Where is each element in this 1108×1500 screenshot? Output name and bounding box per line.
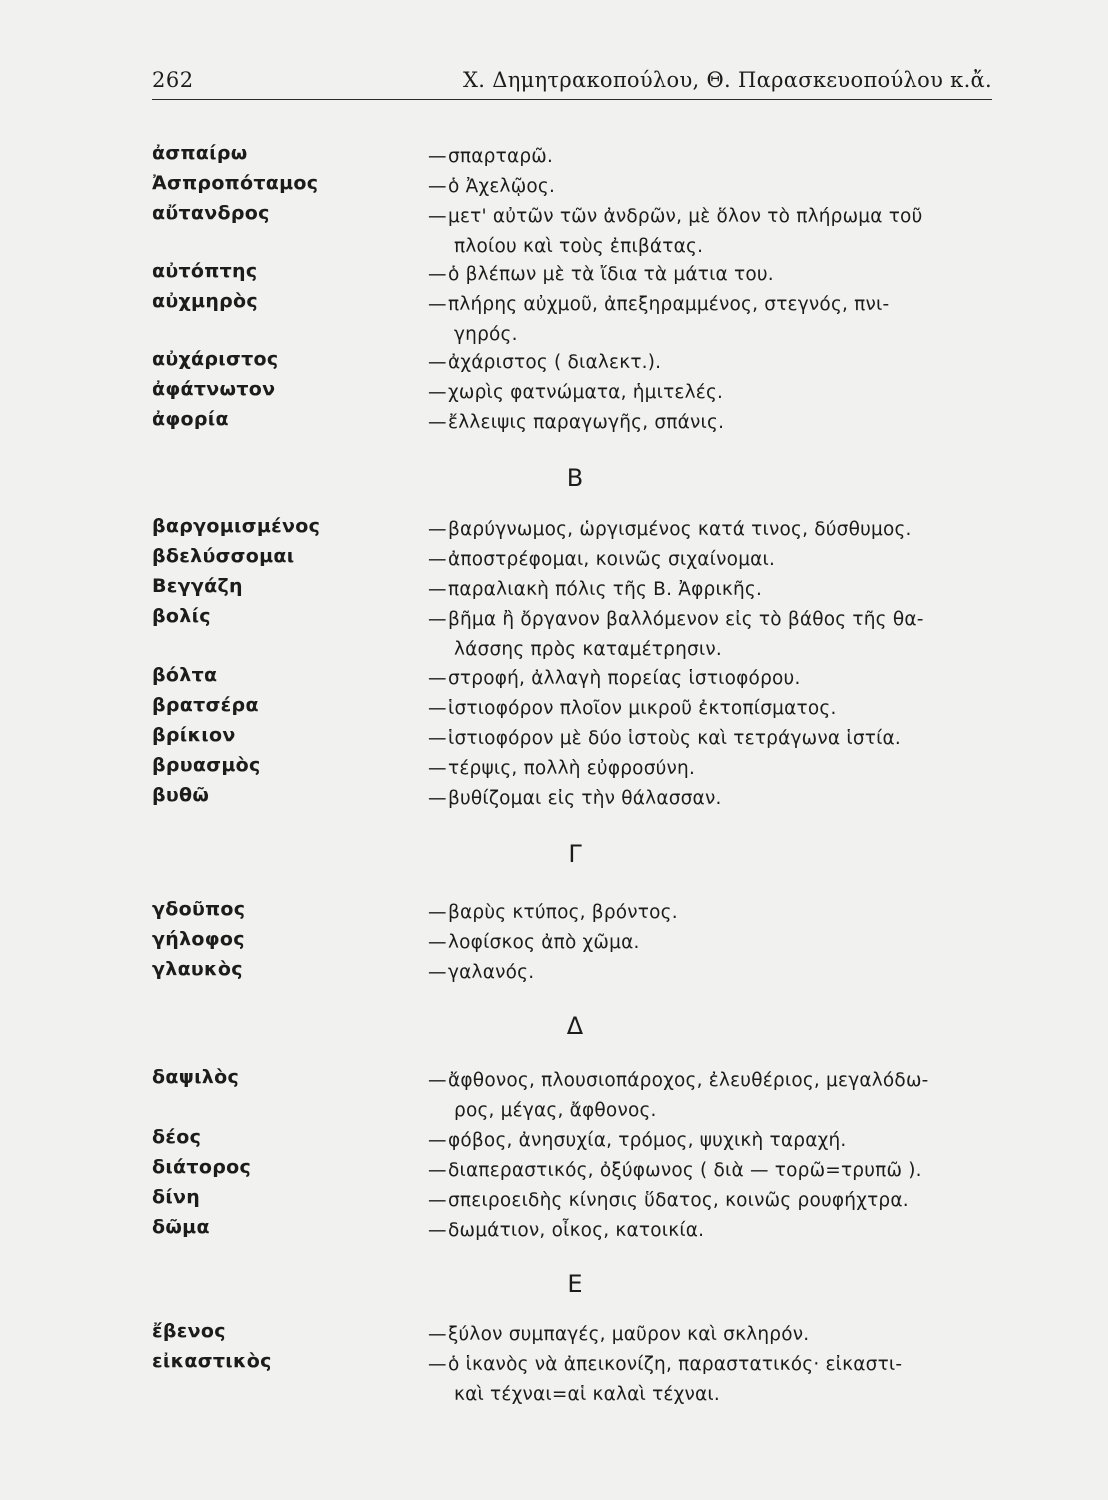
page-number: 262 bbox=[152, 68, 194, 92]
entry-term: βρυασμὸς bbox=[152, 754, 261, 776]
entry-definition: —σπειροειδὴς κίνησις ὕδατος, κοινῶς ρουφήχτρα. bbox=[428, 1190, 909, 1211]
entry-term: βόλτα bbox=[152, 664, 218, 686]
entry-term: βολίς bbox=[152, 605, 211, 627]
entry-definition: —ἱστιοφόρον πλοῖον μικροῦ ἐκτοπίσματος. bbox=[428, 698, 837, 719]
entry-definition: —λοφίσκος ἀπὸ χῶμα. bbox=[428, 932, 640, 953]
entry-definition: —ὁ βλέπων μὲ τὰ ἴδια τὰ μάτια του. bbox=[428, 264, 774, 285]
entry-definition: —γαλανός. bbox=[428, 962, 535, 983]
entry-term: βρατσέρα bbox=[152, 694, 259, 716]
entry-term: γήλοφος bbox=[152, 928, 245, 950]
entry-term: αὐτόπτης bbox=[152, 260, 258, 282]
entry-definition: —διαπεραστικός, ὀξύφωνος ( διὰ — τορῶ=τρυπῶ ). bbox=[428, 1160, 922, 1181]
entry-definition: —ἀποστρέφομαι, κοινῶς σιχαίνομαι. bbox=[428, 549, 776, 570]
entry-term: γδοῦπος bbox=[152, 898, 246, 920]
entry-term: αὐχάριστος bbox=[152, 348, 279, 370]
entry-definition: —βαρὺς κτύπος, βρόντος. bbox=[428, 902, 678, 923]
entry-definition: —ἀχάριστος ( διαλεκτ.). bbox=[428, 352, 662, 373]
entry-term: ἀφορία bbox=[152, 408, 229, 430]
entry-term: δίνη bbox=[152, 1186, 201, 1208]
header-rule bbox=[152, 99, 992, 100]
entry-definition: —στροφή, ἀλλαγὴ πορείας ἱστιοφόρου. bbox=[428, 668, 801, 689]
entry-term: διάτορος bbox=[152, 1156, 252, 1178]
entry-definition: —μετ' αὐτῶν τῶν ἀνδρῶν, μὲ ὅλον τὸ πλήρωμα τοῦ πλοίου καὶ τοὺς ἐπιβάτας. bbox=[428, 206, 923, 257]
entry-definition: —βυθίζομαι εἰς τὴν θάλασσαν. bbox=[428, 788, 722, 809]
entry-definition: —ξύλον συμπαγές, μαῦρον καὶ σκληρόν. bbox=[428, 1324, 810, 1345]
entry-definition: —ἱστιοφόρον μὲ δύο ἱστοὺς καὶ τετράγωνα ἱστία. bbox=[428, 728, 902, 749]
entry-term: εἰκαστικὸς bbox=[152, 1350, 272, 1372]
entry-term: γλαυκὸς bbox=[152, 958, 243, 980]
section-letter-b: Β bbox=[566, 464, 584, 492]
entry-definition: —βαρύγνωμος, ὡργισμένος κατά τινος, δύσθυμος. bbox=[428, 519, 912, 540]
entry-term: βρίκιον bbox=[152, 724, 236, 746]
page-header bbox=[152, 68, 992, 102]
section-letter-d: Δ bbox=[566, 1012, 584, 1040]
entry-definition: —ἔλλειψις παραγωγῆς, σπάνις. bbox=[428, 412, 725, 433]
entry-definition: —χωρὶς φατνώματα, ἡμιτελές. bbox=[428, 382, 724, 403]
entry-definition: —τέρψις, πολλὴ εὐφροσύνη. bbox=[428, 758, 696, 779]
entry-term: Ἀσπροπόταμος bbox=[152, 172, 319, 194]
entry-term: βαργομισμένος bbox=[152, 515, 321, 537]
entry-term: ἔβενος bbox=[152, 1320, 226, 1342]
section-letter-e: Ε bbox=[567, 1270, 583, 1298]
entry-term: ἀφάτνωτον bbox=[152, 378, 276, 400]
entry-definition: —ὁ Ἀχελῷος. bbox=[428, 176, 556, 197]
section-letter-g: Γ bbox=[568, 840, 582, 868]
entry-term: βδελύσσομαι bbox=[152, 545, 295, 567]
entry-definition: —παραλιακὴ πόλις τῆς Β. Ἀφρικῆς. bbox=[428, 579, 763, 600]
entry-term: ἀσπαίρω bbox=[152, 142, 248, 164]
entry-definition: —πλήρης αὐχμοῦ, ἀπεξηραμμένος, στεγνός, πνι- γηρός. bbox=[428, 294, 890, 345]
entry-definition: —βῆμα ἢ ὄργανον βαλλόμενον εἰς τὸ βάθος τῆς θα- λάσσης πρὸς καταμέτρησιν. bbox=[428, 609, 924, 660]
entry-term: δαψιλὸς bbox=[152, 1066, 240, 1088]
entry-term: αὐχμηρὸς bbox=[152, 290, 258, 312]
entry-definition: —φόβος, ἀνησυχία, τρόμος, ψυχικὴ ταραχή. bbox=[428, 1130, 847, 1151]
running-title: Χ. Δημητρακοπούλου, Θ. Παρασκευοπούλου κ.ἄ. bbox=[463, 68, 992, 92]
entry-definition: —ἄφθονος, πλουσιοπάροχος, ἐλευθέριος, μεγαλόδω- ρος, μέγας, ἄφθονος. bbox=[428, 1070, 929, 1121]
entry-term: Βεγγάζη bbox=[152, 575, 243, 597]
entry-term: αὔτανδρος bbox=[152, 202, 270, 224]
entry-term: βυθῶ bbox=[152, 784, 210, 806]
entry-term: δέος bbox=[152, 1126, 202, 1148]
entry-definition: —ὁ ἱκανὸς νὰ ἀπεικονίζη, παραστατικός· εἰκαστι- καὶ τέχναι=αἱ καλαὶ τέχναι. bbox=[428, 1354, 903, 1405]
entry-definition: —σπαρταρῶ. bbox=[428, 146, 554, 167]
entry-term: δῶμα bbox=[152, 1216, 210, 1238]
entry-definition: —δωμάτιον, οἶκος, κατοικία. bbox=[428, 1220, 705, 1241]
